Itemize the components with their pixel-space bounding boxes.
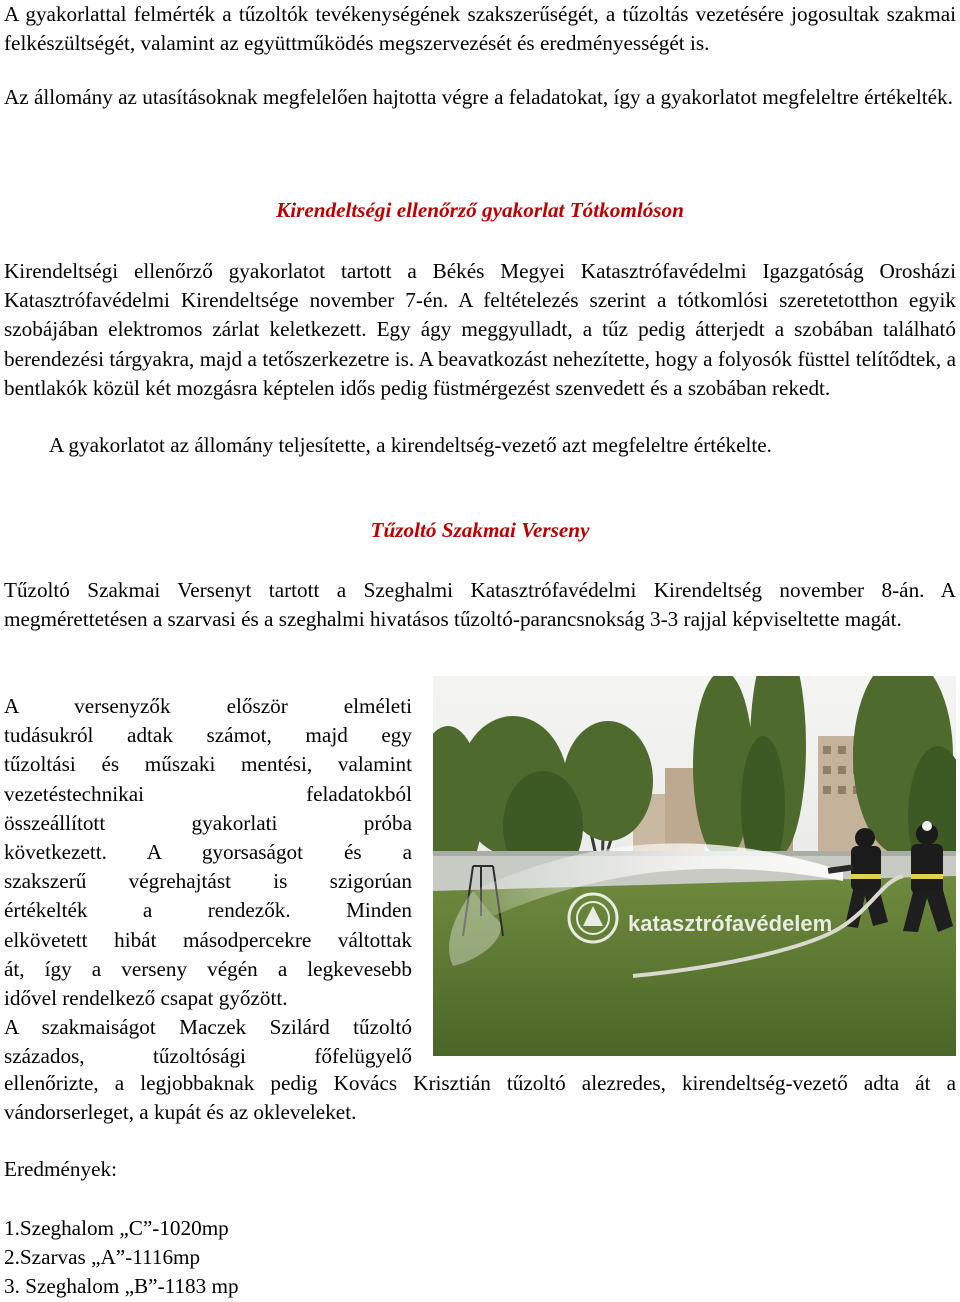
- results-list: [4, 1214, 239, 1301]
- text-line: következett. A gyorsaságot és a: [4, 840, 412, 865]
- text-line: értékelték a rendezők. Minden: [4, 898, 412, 923]
- section-title-verseny: Tűzoltó Szakmai Verseny: [370, 518, 590, 542]
- section-title-gyakorlat: Kirendeltségi ellenőrző gyakorlat Tótkomlóson: [276, 198, 684, 222]
- section1-paragraph-1: Kirendeltségi ellenőrző gyakorlatot tartott a Békés Megyei Katasztrófavédelmi Igazgatóság Orosházi Katasztrófavédelmi Kirendeltsége november 7-én. A feltételezés szerint a tótkomlósi szeretetotthon egyik szobájában elektromos zárlat keletkezett. Egy ágy meggyulladt, a tűz pedig átterjedt a szobában található berendezési tárgyakra, majd a tetőszerkezetre is. A beavatkozást nehezítette, hogy a folyosók füsttel telítődtek, a bentlakók közül két mozgásra képtelen idős pedig füstmérgezést szenvedett és a szobában rekedt.: [4, 259, 956, 400]
- text-line: A versenyzők először elméleti: [4, 694, 412, 718]
- text-line: tűzoltási és műszaki mentési, valamint: [4, 752, 412, 777]
- text-line: idővel rendelkező csapat győzött.: [4, 986, 288, 1011]
- text-line: százados, tűzoltósági főfelügyelő: [4, 1044, 412, 1069]
- intro-paragraph-1: A gyakorlattal felmérték a tűzoltók tevékenységének szakszerűségét, a tűzoltás vezetésére jogosultak szakmai felkészültségét, valamint az együttműködés megszervezését és eredményességét is.: [4, 2, 956, 56]
- photo-illustration: [433, 676, 956, 1056]
- text-line: tudásukról adtak számot, majd egy: [4, 723, 412, 748]
- section2-paragraph-2: [4, 692, 412, 1072]
- section2-paragraph-1: Tűzoltó Szakmai Versenyt tartott a Szeghalmi Katasztrófavédelmi Kirendeltség november 8-án. A megmérettetésen a szarvasi és a szeghalmi hivatásos tűzoltó-parancsnokság 3-3 rajjal képviseltette magát.: [4, 578, 956, 632]
- result-item: 1.Szeghalom „C”-1020mp: [4, 1216, 229, 1240]
- intro-paragraph-2: Az állomány az utasításoknak megfelelően hajtotta végre a feladatokat, így a gyakorlatot megfeleltre értékelték.: [4, 85, 953, 109]
- text-line: összeállított gyakorlati próba: [4, 810, 412, 835]
- text-line: A szakmaiságot Maczek Szilárd tűzoltó: [4, 1015, 412, 1040]
- text-line: vezetéstechnikai feladatokból: [4, 781, 412, 806]
- photo-watermark: katasztrófavédelem: [628, 911, 833, 936]
- section2-paragraph-3-continued: ellenőrizte, a legjobbaknak pedig Kovács Krisztián tűzoltó alezredes, kirendeltség-vezető adta át a vándorserleget, a kupát és az okleveleket.: [4, 1071, 956, 1125]
- text-line: elkövetett hibát másodpercekre váltottak: [4, 927, 412, 952]
- firefighter-competition-photo: [433, 676, 956, 1056]
- text-line: át, így a verseny végén a legkevesebb: [4, 956, 412, 981]
- result-item: 3. Szeghalom „B”-1183 mp: [4, 1274, 239, 1298]
- section1-paragraph-2: A gyakorlatot az állomány teljesítette, a kirendeltség-vezető azt megfeleltre értékelte.: [49, 433, 772, 457]
- text-line: szakszerű végrehajtást is szigorúan: [4, 869, 412, 894]
- result-item: 2.Szarvas „A”-1116mp: [4, 1245, 201, 1269]
- results-label: Eredmények:: [4, 1157, 117, 1181]
